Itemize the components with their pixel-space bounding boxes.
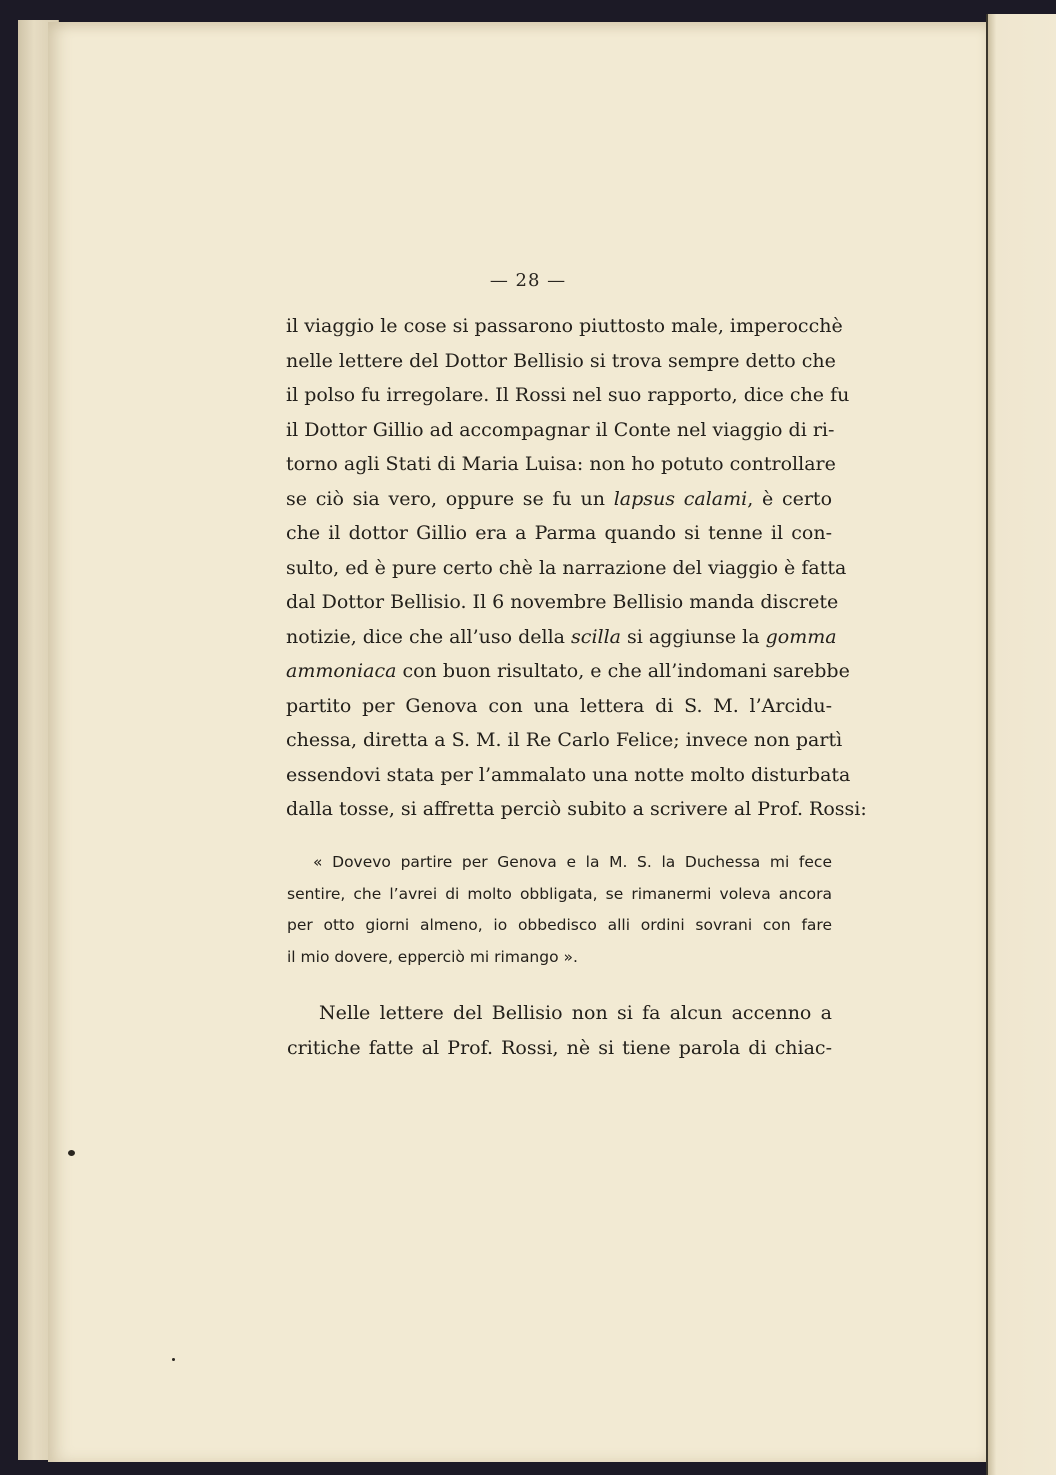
second-paragraph: [287, 996, 832, 1065]
text-line: critiche fatte al Prof. Rossi, nè si tiene parola di chiac-: [287, 1036, 832, 1059]
text-line: che il dottor Gillio era a Parma quando si tenne il con-: [286, 522, 832, 544]
text-line: partito per Genova con una lettera di S. M. l’Arcidu-: [286, 694, 832, 717]
text-line: dalla tosse, si affretta perciò subito a scrivere al Prof. Rossi:: [286, 798, 867, 820]
text-line: nelle lettere del Dottor Bellisio si trova sempre detto che: [286, 349, 836, 372]
text-segment: notizie, dice che all’uso della: [286, 625, 565, 648]
quote-line: « Dovevo partire per Genova e la M. S. la Duchessa mi fece: [313, 853, 832, 871]
ink-speck: [68, 1150, 75, 1156]
italic-term: ammoniaca: [286, 660, 397, 682]
text-line: essendovi stata per l’ammalato una notte molto disturbata: [286, 763, 851, 786]
italic-term: scilla: [571, 625, 621, 648]
italic-term: gomma: [765, 625, 837, 648]
text-segment: se ciò sia vero, oppure se fu un: [286, 487, 605, 510]
text-line: il viaggio le cose si passarono piuttosto male, imperocchè: [286, 315, 843, 337]
text-line: [286, 620, 837, 655]
main-paragraph: [286, 309, 867, 827]
text-segment: si aggiunse la: [627, 625, 760, 648]
text-segment: con buon risultato, e che all’indomani sarebbe: [402, 660, 850, 682]
quoted-letter: [287, 847, 832, 973]
quote-line: il mio dovere, epperciò mi rimango ».: [287, 947, 578, 966]
text-line: torno agli Stati di Maria Luisa: non ho potuto controllare: [286, 453, 836, 475]
text-line: chessa, diretta a S. M. il Re Carlo Felice; invece non partì: [286, 729, 843, 751]
text-segment: , è certo: [747, 487, 833, 510]
quote-line: sentire, che l’avrei di molto obbligata, se rimanermi voleva ancora: [287, 884, 832, 903]
quote-line: per otto giorni almeno, io obbedisco alli ordini sovrani con fare: [287, 916, 832, 934]
text-line: [286, 482, 832, 517]
text-line: dal Dottor Bellisio. Il 6 novembre Bellisio manda discrete: [286, 591, 839, 613]
italic-term: lapsus calami: [613, 487, 748, 510]
text-line: il Dottor Gillio ad accompagnar il Conte nel viaggio di ri-: [286, 418, 835, 441]
page-number: — 28 —: [489, 270, 567, 291]
ink-speck: [172, 1358, 175, 1361]
text-line: sulto, ed è pure certo chè la narrazione del viaggio è fatta: [286, 556, 847, 579]
text-line: il polso fu irregolare. Il Rossi nel suo rapporto, dice che fu: [286, 384, 850, 406]
text-line: [286, 654, 850, 689]
text-line: Nelle lettere del Bellisio non si fa alcun accenno a: [319, 1002, 832, 1024]
facing-page-edge: [986, 14, 1056, 1475]
